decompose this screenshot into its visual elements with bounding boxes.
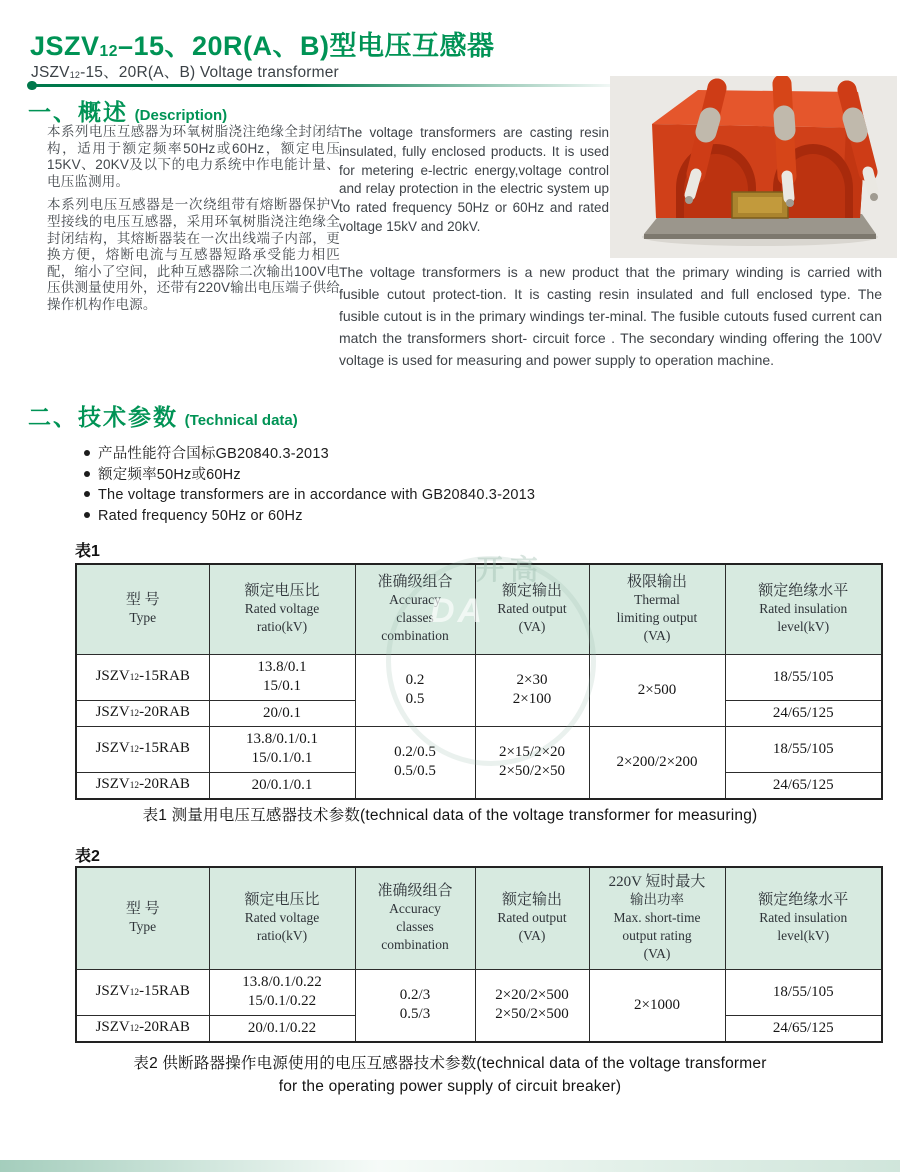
table-row	[76, 726, 882, 772]
english-paragraph-1: The voltage transformers are casting resin insulated, fully enclosed products. It is used for metering e-lectric energy,voltage control and relay protection in the electric system up to rated frequency 50Hz or 60Hz and rated voltage 15kV and 20kV.	[339, 125, 609, 234]
table1-header-accuracy: 准确级组合 Accuracy classes combination	[355, 564, 475, 654]
title-model-subscript: 12	[99, 43, 118, 61]
ratio-cell: 13.8/0.1/0.22 15/0.1/0.22	[209, 969, 355, 1015]
table1-label: 表1	[75, 543, 100, 560]
bullet-text: 产品性能符合国标GB20840.3-2013	[98, 446, 329, 462]
subtitle-subscript: 12	[69, 69, 81, 80]
table2-header-row	[76, 867, 882, 969]
section-technical-data-heading	[28, 399, 298, 432]
model-rest: -20RAB	[139, 703, 190, 720]
table1-caption: 表1 测量用电压互感器技术参数(technical data of the voltage transformer for measuring)	[142, 807, 758, 824]
output-cell: 2×20/2×500 2×50/2×500	[475, 969, 589, 1042]
watermark-text-zh: 开高	[476, 554, 545, 585]
footer-accent-bar	[0, 1160, 900, 1172]
chinese-paragraph-2: 本系列电压互感器是一次绕组带有熔断器保护V型接线的电压互感器，采用环氧树脂浇注绝缘全封闭结构，其熔断器装在一次出线端子内部，更换方便，熔断电流与互感器短路承受能力相匹配，缩小了空间，此种互感器除二次输出100V电压供测量使用外，还带有220V输出电压端子供给操作机构作电源。	[47, 197, 340, 312]
model-prefix: JSZV	[95, 1018, 130, 1035]
insulation-cell: 18/55/105	[725, 969, 882, 1015]
table1-header-thermal: 极限输出 Thermal limiting output (VA)	[589, 564, 725, 654]
accuracy-cell: 0.2/3 0.5/3	[355, 969, 475, 1042]
table2-header-accuracy: 准确级组合 Accuracy classes combination	[355, 867, 475, 969]
section2-heading-zh: 二、技术参数	[28, 404, 178, 430]
model-subscript: 12	[129, 988, 140, 999]
chinese-paragraph-1: 本系列电压互感器为环氧树脂浇注绝缘全封闭结构，适用于额定频率50Hz或60Hz，额定电压15KV、20KV及以下的电力系统中作电能计量、电压监测用。	[47, 124, 340, 189]
insulation-cell: 24/65/125	[725, 1015, 882, 1042]
title-model-rest: –15、20R(A、B)型电压互感器	[117, 31, 495, 61]
product-photo	[610, 76, 897, 258]
table-row	[76, 654, 882, 700]
bullet-text: Rated frequency 50Hz or 60Hz	[98, 507, 303, 524]
table2-label: 表2	[75, 848, 100, 865]
table-row	[76, 969, 882, 1015]
model-prefix: JSZV	[95, 982, 130, 999]
table2-caption: 表2 供断路器操作电源使用的电压互感器技术参数(technical data of the voltage transformer for the operating power supply of circuit breaker)	[133, 1055, 767, 1095]
model-prefix: JSZV	[95, 667, 130, 684]
table2-header-insulation: 额定绝缘水平 Rated insulation level(kV)	[725, 867, 882, 969]
section-description-heading	[28, 94, 227, 127]
table1-header-row	[76, 564, 882, 654]
table2-header-type: 型 号 Type	[76, 867, 209, 969]
list-item	[84, 444, 535, 465]
insulation-cell: 18/55/105	[725, 726, 882, 772]
section1-heading-zh: 一、概述	[28, 99, 128, 125]
list-item	[84, 506, 535, 527]
model-cell	[76, 1015, 209, 1042]
page-subtitle	[31, 60, 339, 82]
spec-bullet-list	[84, 444, 535, 526]
model-rest: -20RAB	[139, 1018, 190, 1035]
output-cell: 2×30 2×100	[475, 654, 589, 726]
thermal-cell: 2×200/2×200	[589, 726, 725, 799]
model-subscript: 12	[129, 781, 140, 792]
model-subscript: 12	[129, 1024, 140, 1035]
thermal-cell: 2×500	[589, 654, 725, 726]
model-subscript: 12	[129, 745, 140, 756]
bullet-dot-icon	[84, 512, 90, 518]
table2-header-max-short-time: 220V 短时最大 输出功率 Max. short-time output rating (VA)	[589, 867, 725, 969]
list-item	[84, 465, 535, 486]
english-paragraph-2: The voltage transformers is a new product that the primary winding is carried with fusible cutout protect-tion. It is casting resin insulated and full enclosed type. The fusible cutout is in the primary windings ter-minal. The fusible cutouts fused current can match the transformers short- circuit force . The secondary winding offering the 100V voltage is used for measuring and power supply to operation machine.	[339, 264, 882, 368]
model-rest: -20RAB	[139, 775, 190, 792]
section2-heading-en: (Technical data)	[184, 412, 298, 429]
model-cell	[76, 772, 209, 799]
model-cell	[76, 654, 209, 700]
title-model-prefix: JSZV	[30, 31, 100, 61]
model-rest: -15RAB	[139, 982, 190, 999]
table2-header-output: 额定输出 Rated output (VA)	[475, 867, 589, 969]
divider-dot-icon	[27, 81, 37, 91]
table1-header-insulation: 额定绝缘水平 Rated insulation level(kV)	[725, 564, 882, 654]
model-subscript: 12	[129, 709, 140, 720]
subtitle-rest: -15、20R(A、B) Voltage transformer	[80, 64, 339, 81]
ratio-cell: 13.8/0.1/0.1 15/0.1/0.1	[209, 726, 355, 772]
model-subscript: 12	[129, 673, 140, 684]
output-cell: 2×15/2×20 2×50/2×50	[475, 726, 589, 799]
model-cell	[76, 969, 209, 1015]
model-rest: -15RAB	[139, 667, 190, 684]
bullet-dot-icon	[84, 450, 90, 456]
page-title	[30, 24, 495, 63]
insulation-cell: 24/65/125	[725, 700, 882, 726]
watermark-text-en: DA	[430, 592, 486, 630]
table2-header-ratio: 额定电压比 Rated voltage ratio(kV)	[209, 867, 355, 969]
ratio-cell: 20/0.1	[209, 700, 355, 726]
voltage-transformer-illustration	[610, 76, 897, 258]
title-divider	[30, 84, 628, 87]
insulation-cell: 24/65/125	[725, 772, 882, 799]
table1-measuring-specs	[75, 563, 883, 800]
ratio-cell: 20/0.1/0.22	[209, 1015, 355, 1042]
ratio-cell: 20/0.1/0.1	[209, 772, 355, 799]
table1-header-type: 型 号 Type	[76, 564, 209, 654]
insulation-cell: 18/55/105	[725, 654, 882, 700]
max-output-cell: 2×1000	[589, 969, 725, 1042]
subtitle-prefix: JSZV	[31, 64, 70, 81]
model-rest: -15RAB	[139, 739, 190, 756]
bullet-text: The voltage transformers are in accordance with GB20840.3-2013	[98, 487, 536, 503]
model-prefix: JSZV	[95, 739, 130, 756]
ratio-cell: 13.8/0.1 15/0.1	[209, 654, 355, 700]
bullet-dot-icon	[84, 471, 90, 477]
section1-heading-en: (Description)	[134, 107, 228, 124]
table1-header-output: 额定输出 Rated output (VA)	[475, 564, 589, 654]
model-cell	[76, 700, 209, 726]
table2-breaker-supply-specs	[75, 866, 883, 1043]
list-item	[84, 485, 535, 506]
chinese-description-column	[47, 124, 340, 321]
model-prefix: JSZV	[95, 775, 130, 792]
model-cell	[76, 726, 209, 772]
table1-header-ratio: 额定电压比 Rated voltage ratio(kV)	[209, 564, 355, 654]
bullet-dot-icon	[84, 491, 90, 497]
model-prefix: JSZV	[95, 703, 130, 720]
accuracy-cell: 0.2 0.5	[355, 654, 475, 726]
accuracy-cell: 0.2/0.5 0.5/0.5	[355, 726, 475, 799]
bullet-text: 额定频率50Hz或60Hz	[98, 466, 241, 483]
